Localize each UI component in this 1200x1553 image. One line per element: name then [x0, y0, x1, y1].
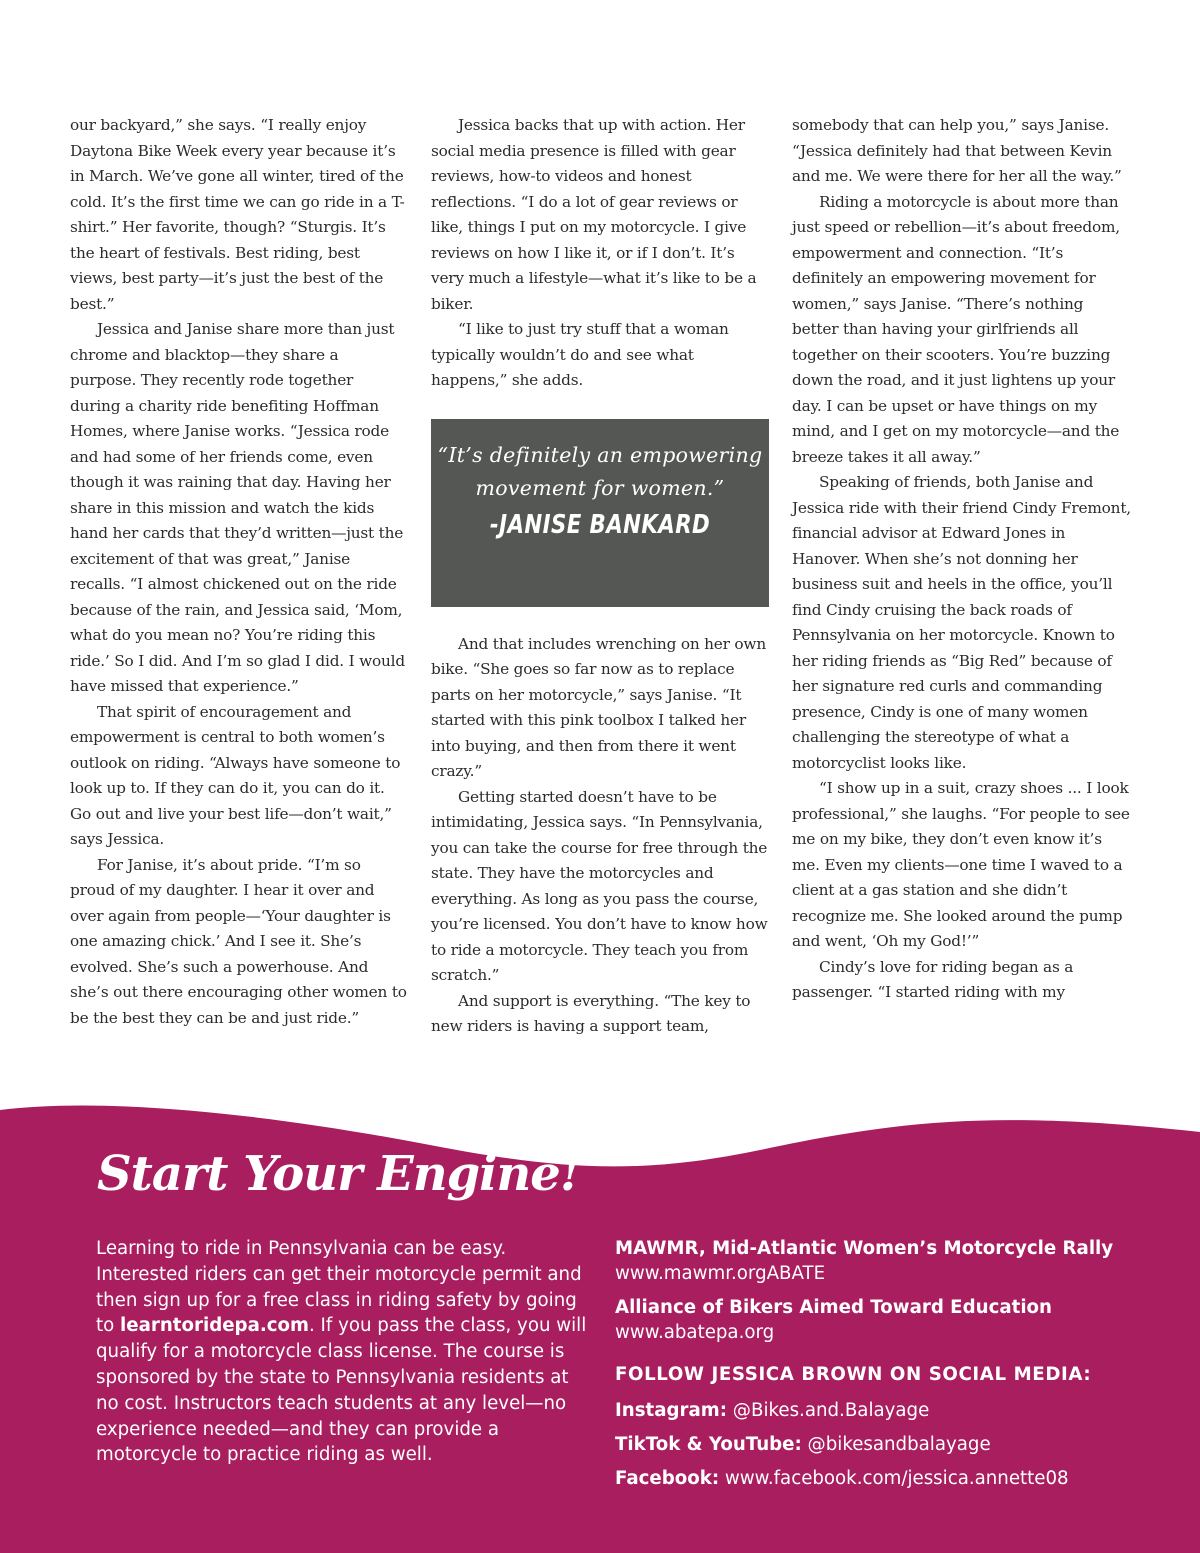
- paragraph: Getting started doesn’t have to be intimidating, Jessica says. “In Pennsylvania, you can take the course for free through the state. They have the motorcycles and everything. As long as you pass the course, you’re licensed. You don’t have to know how to ride a motorcycle. They teach you from scratch.”: [431, 787, 768, 984]
- paragraph: And support is everything. “The key to new riders is having a support team,: [431, 991, 751, 1035]
- social-tiktok-youtube[interactable]: [615, 1432, 1175, 1457]
- banner-title: Start Your Engine!: [97, 1146, 580, 1202]
- article-column-1: [70, 113, 408, 1031]
- org-mawmr-url[interactable]: www.mawmr.orgABATE: [615, 1263, 826, 1284]
- learntoridepa-link[interactable]: learntoridepa.com: [120, 1315, 309, 1337]
- pull-quote-attribution: -JANISE BANKARD: [489, 509, 711, 540]
- social-label: TikTok & YouTube:: [615, 1434, 802, 1455]
- banner-resources: [615, 1236, 1175, 1500]
- paragraph: Speaking of friends, both Janise and Jessica ride with their friend Cindy Fremont, financial advisor at Edward Jones in Hanover. When she’s not donning her business suit and heels in the office, you’ll find Cindy cruising the back roads of Pennsylvania on her motorcycle. Known to her riding friends as “Big Red” because of her signature red curls and commanding presence, Cindy is one of many women challenging the stereotype of what a motorcyclist looks like.: [792, 473, 1131, 772]
- paragraph: Cindy’s love for riding began as a passenger. “I started riding with my: [792, 957, 1074, 1001]
- org-abate-name: Alliance of Bikers Aimed Toward Education: [615, 1297, 1052, 1318]
- follow-heading: FOLLOW JESSICA BROWN ON SOCIAL MEDIA:: [615, 1364, 1092, 1385]
- paragraph: “I like to just try stuff that a woman typically wouldn’t do and see what happens,” she adds.: [431, 320, 729, 389]
- intro-text: Learning to ride in Pennsylvania can be easy. Interested riders can get their motorcycle permit and then sign up for a free class in riding safety by going to: [96, 1238, 582, 1337]
- paragraph: For Janise, it’s about pride. “I’m so proud of my daughter. I hear it over and over again from people—‘Your daughter is one amazing chick.’ And I see it. She’s evolved. She’s such a powerhouse. And she’s out there encouraging other women to be the best they can be and just ride.”: [70, 855, 407, 1027]
- article-column-3: [792, 113, 1132, 1006]
- pull-quote-text: “It’s definitely an empowering movement for women.”: [437, 442, 763, 500]
- social-handle: @Bikes.and.Balayage: [727, 1400, 930, 1421]
- banner-intro: [96, 1236, 596, 1468]
- intro-text-continued: . If you pass the class, you will qualify for a motorcycle class license. The course is sponsored by the state to Pennsylvania residents at no cost. Instructors teach students at any level—no experience needed—and they can provide a motorcycle to practice riding as well.: [96, 1315, 587, 1466]
- paragraph: Riding a motorcycle is about more than just speed or rebellion—it’s about freedom, empowerment and connection. “It’s definitely an empowering movement for women,” says Janise. “There’s nothing better than having your girlfriends all together on their scooters. You’re buzzing down the road, and it just lightens up your day. I can be upset or have things on my mind, and I get on my motorcycle—and the breeze takes it all away.”: [792, 192, 1120, 466]
- paragraph: somebody that can help you,” says Janise. “Jessica definitely had that between Kevin and me. We were there for her all the way.”: [792, 116, 1122, 185]
- paragraph: And that includes wrenching on her own bike. “She goes so far now as to replace parts on her motorcycle,” says Janise. “It started with this pink toolbox I talked her into buying, and then from there it went crazy.”: [431, 634, 766, 780]
- social-facebook[interactable]: [615, 1466, 1175, 1491]
- article-column-2: [431, 113, 769, 1040]
- org-mawmr-name: MAWMR, Mid-Atlantic Women’s Motorcycle Rally: [615, 1238, 1114, 1259]
- paragraph: Jessica backs that up with action. Her social media presence is filled with gear reviews, how-to videos and honest reflections. “I do a lot of gear reviews or like, things I put on my motorcycle. I give reviews on how I like it, or if I don’t. It’s very much a lifestyle—what it’s like to be a biker.: [431, 116, 757, 313]
- paragraph: “I show up in a suit, crazy shoes ... I look professional,” she laughs. “For people to see me on my bike, they don’t even know it’s me. Even my clients—one time I waved to a client at a gas station and she didn’t recognize me. She looked around the pump and went, ‘Oh my God!’”: [792, 779, 1130, 950]
- paragraph: Jessica and Janise share more than just chrome and blacktop—they share a purpose. They recently rode together during a charity ride benefiting Hoffman Homes, where Janise works. “Jessica rode and had some of her friends come, even though it was raining that day. Having her share in this mission and watch the kids hand her cards that they’d written—just the excitement of that was great,” Janise recalls. “I almost chickened out on the ride because of the rain, and Jessica said, ‘Mom, what do you mean no? You’re riding this ride.’ So I did. And I’m so glad I did. I would have missed that experience.”: [70, 320, 405, 695]
- social-instagram[interactable]: [615, 1398, 1175, 1423]
- social-label: Facebook:: [615, 1468, 720, 1489]
- social-handle: @bikesandbalayage: [801, 1434, 991, 1455]
- pull-quote: [431, 419, 769, 607]
- paragraph: our backyard,” she says. “I really enjoy Daytona Bike Week every year because it’s in March. We’ve gone all winter, tired of the cold. It’s the first time we can go ride in a T-shirt.” Her favorite, though? “Sturgis. It’s the heart of festivals. Best riding, best views, best party—it’s just the best of the best.”: [70, 116, 405, 313]
- paragraph: That spirit of encouragement and empowerment is central to both women’s outlook on riding. “Always have someone to look up to. If they can do it, you can do it. Go out and live your best life—don’t wait,” says Jessica.: [70, 702, 401, 848]
- org-abate-url[interactable]: www.abatepa.org: [615, 1322, 775, 1343]
- social-handle: www.facebook.com/jessica.annette08: [719, 1468, 1069, 1489]
- social-label: Instagram:: [615, 1400, 727, 1421]
